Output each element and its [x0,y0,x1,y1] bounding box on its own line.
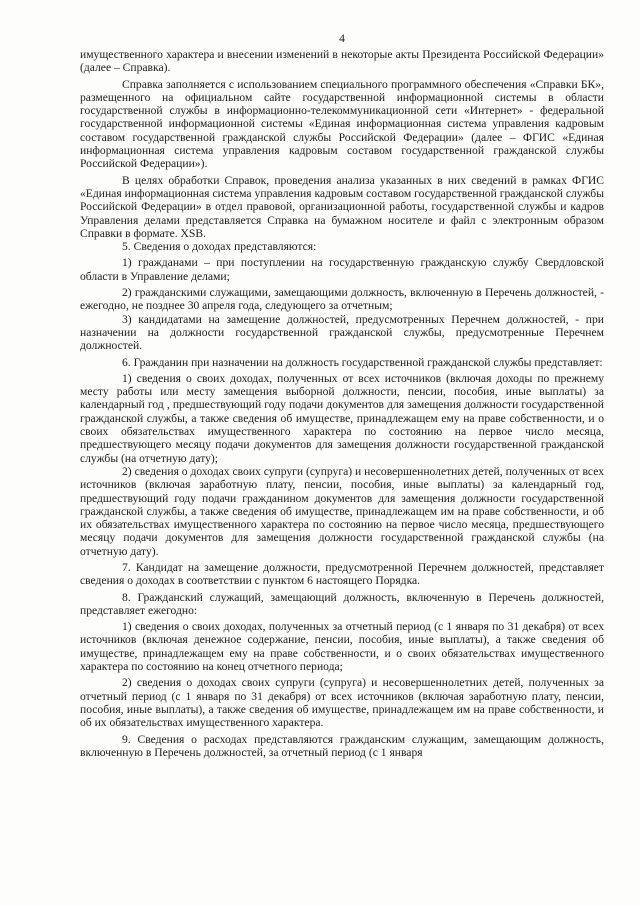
paragraph-item-7: 7. Кандидат на замещение должности, предусмотренной Перечнем должностей, представляет сведения о доходах в соответствии с пунктом 6 настоящего Порядка. [80,560,604,588]
paragraph-item-8-2: 2) сведения о доходах своих супруги (супруга) и несовершеннолетних детей, полученных за отчетный период (с 1 января по 31 декабря) от всех источников (включая заработную плату, пенсии, пособия, иные выплаты), а также сведения об имуществе, принадлежащем им на праве собственности, и об их обязательствах имущественного характера. [80,676,604,730]
paragraph-item-6-1: 1) сведения о своих доходах, полученных от всех источников (включая доходы по прежнему месту работы или месту замещения выборной должности, пенсии, пособия, иные выплаты) за календарный год , предшествующий году подачи документов для замещения должности государственной гражданской службы, а также сведения об имуществе, принадлежащем ему на праве собственности, и о своих обязательствах имущественного характера по состоянию на первое число месяца, предшествующего месяцу подачи документов для замещения должности государственной гражданской службы (на отчетную дату); [80,371,604,465]
paragraph-spravka-processing: В целях обработки Справок, проведения анализа указанных в них сведений в рамках ФГИС «Единая информационная система управления кадровым составом государственной гражданской службы Российской Федерации» в отдел правовой, организационной работы, государственной службы и кадров Управления делами представляется Справка на бумажном носителе и файл с электронным образом Справки в формате. XSB. [80,173,604,240]
paragraph-item-9: 9. Сведения о расходах представляются гражданским служащим, замещающим должность, включенную в Перечень должностей, за отчетный период (с 1 января [80,732,604,759]
paragraph-item-5-1: 1) гражданами – при поступлении на государственную гражданскую службу Свердловской области в Управление делами; [80,256,604,283]
page-number: 4 [339,31,345,45]
paragraph-continuation: имущественного характера и внесении изменений в некоторые акты Президента Российской Федерации» (далее – Справка). [80,48,604,75]
paragraph-item-6-2: 2) сведения о доходах своих супруги (супруга) и несовершеннолетних детей, полученных от всех источников (включая заработную плату, пенсии, пособия, иные выплаты) за календарный год, предшествующий году подачи гражданином документов для замещения должности государственной гражданской службы, а также сведения об имуществе, принадлежащем им на праве собственности, и об их обязательствах имущественного характера по состоянию на первое число месяца, предшествующего месяцу подачи документов для замещения должности государственной гражданской службы (на отчетную дату). [80,464,604,558]
document-body [80,48,604,759]
paragraph-item-6: 6. Гражданин при назначении на должность государственной гражданской службы представляет: [122,355,603,369]
paragraph-item-5-3: 3) кандидатами на замещение должностей, предусмотренных Перечнем должностей, - при назначении на должности государственной гражданской службы, предусмотренные Перечнем должностей. [80,312,604,353]
paragraph-item-8: 8. Гражданский служащий, замещающий должность, включенную в Перечень должностей, представляет ежегодно: [80,590,604,617]
paragraph-item-5-2: 2) гражданскими служащими, замещающими должность, включенную в Перечень должностей, - ежегодно, не позднее 30 апреля года, следующего за отчетным; [80,286,604,313]
paragraph-item-8-1: 1) сведения о своих доходах, полученных за отчетный период (с 1 января по 31 декабря) от всех источников (включая денежное содержание, пенсии, пособия, иные выплаты), а также сведения об имуществе, принадлежащем ему на праве собственности, и о своих обязательствах имущественного характера по состоянию на конец отчетного периода; [80,620,604,674]
paragraph-item-5: 5. Сведения о доходах представляются: [122,240,317,254]
paragraph-spravka-fill: Справка заполняется с использованием специального программного обеспечения «Справки БК», размещенного на официальном сайте государственной информационной системы в области государственной службы в информационно-телекоммуникационной сети «Интернет» - федеральной государственной информационной системы «Единая информационная система управления кадровым составом государственной гражданской службы Российской Федерации» (далее – ФГИС «Единая информационная система управления кадровым составом государственной гражданской службы Российской Федерации»). [80,77,604,171]
